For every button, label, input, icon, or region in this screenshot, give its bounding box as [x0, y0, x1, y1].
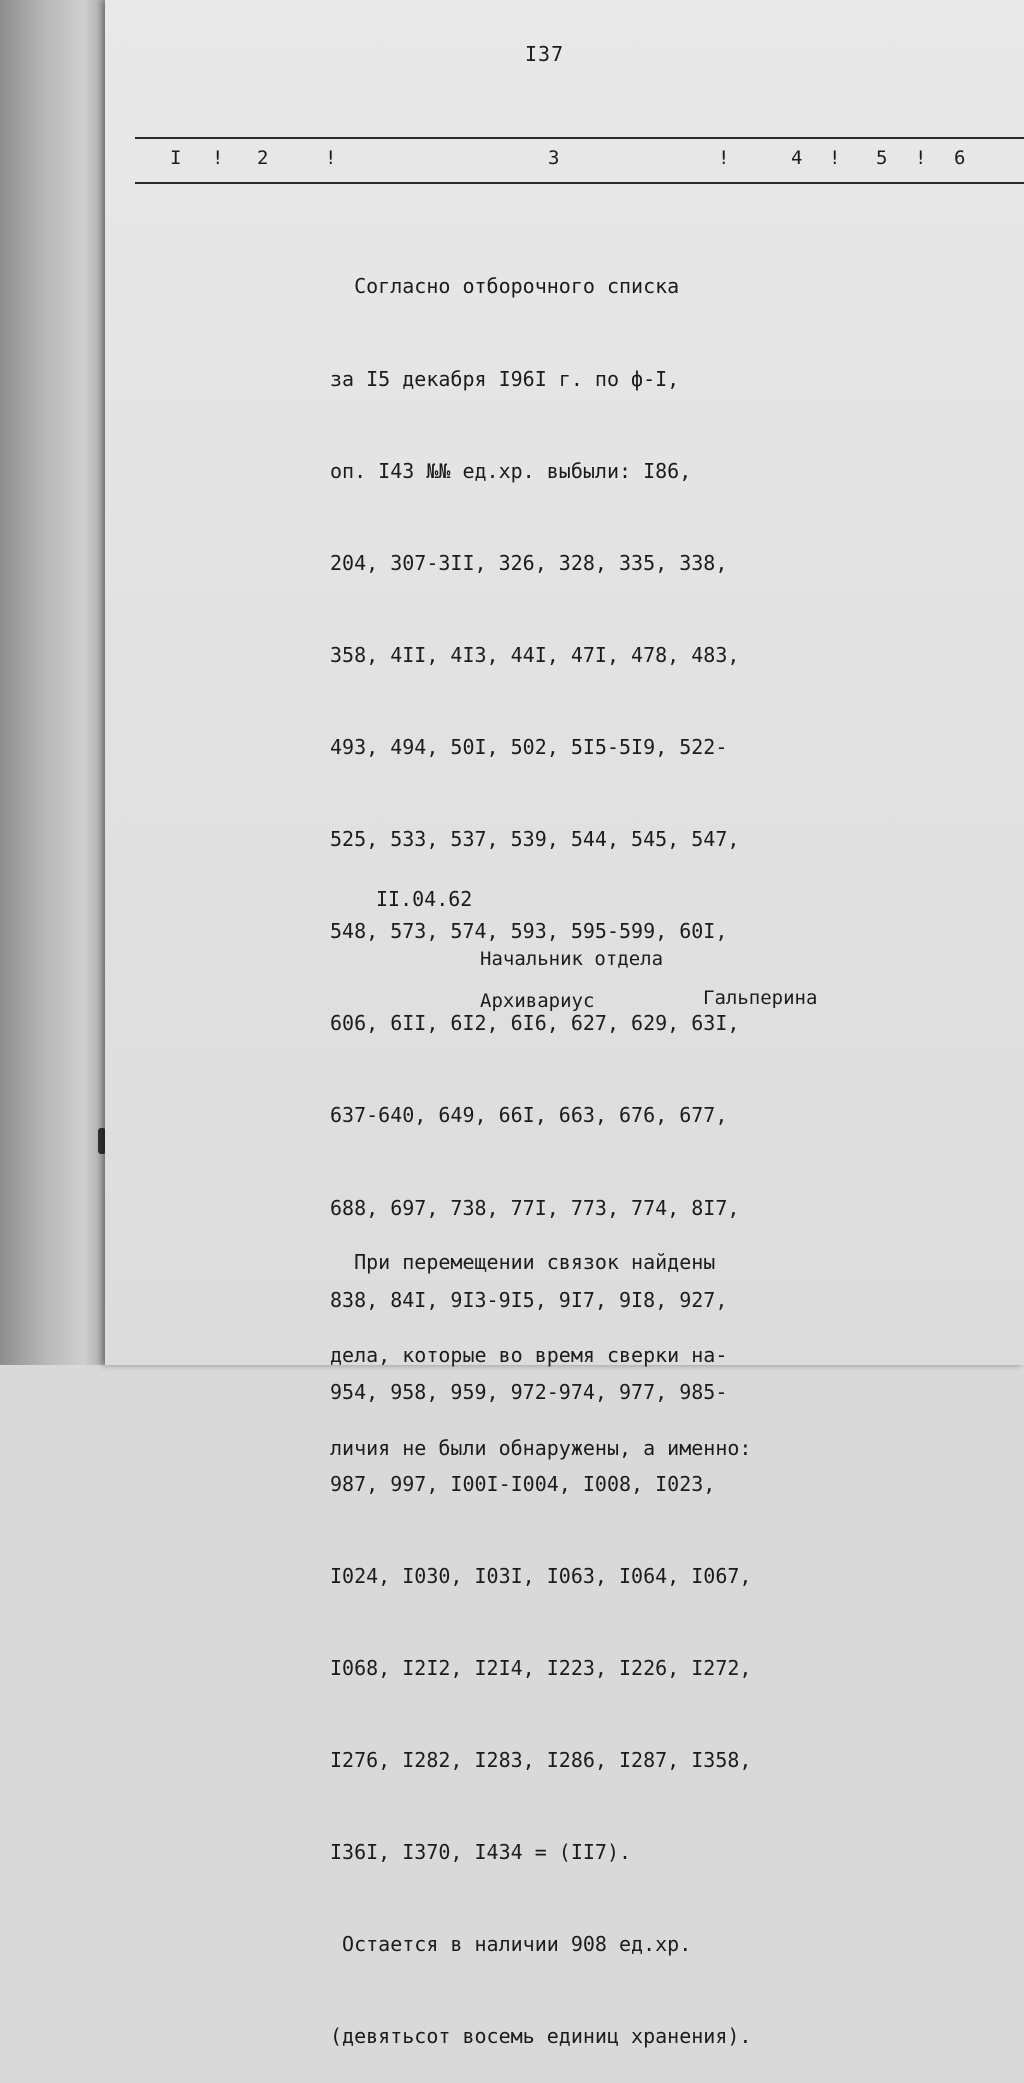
header-separator: !	[325, 147, 337, 169]
header-col-4: 4	[791, 147, 803, 169]
body-line: 606, 6II, 6I2, 6I6, 627, 629, 63I,	[330, 1011, 740, 1036]
body-line: I068, I2I2, I2I4, I223, I226, I272,	[330, 1656, 752, 1681]
body-line: I36I, I370, I434 = (II7).	[330, 1840, 632, 1865]
record-body	[330, 210, 751, 2083]
header-separator: !	[829, 147, 841, 169]
header-col-6: 6	[954, 147, 966, 169]
body-line: 204, 307-3II, 326, 328, 335, 338,	[330, 550, 728, 575]
archivist-name: Гальперина	[703, 987, 818, 1009]
body-line: оп. I43 №№ ед.хр. выбыли: I86,	[330, 458, 692, 483]
body-line: Остается в наличии 908 ед.хр.	[330, 1932, 692, 1957]
table-header-top-rule	[135, 137, 1024, 139]
body-line: Согласно отборочного списка	[330, 274, 680, 299]
body-line: 548, 573, 574, 593, 595-599, 60I,	[330, 919, 728, 944]
body-line: 987, 997, I00I-I004, I008, I023,	[330, 1471, 716, 1496]
document-date: II.04.62	[376, 887, 473, 911]
found-files-note	[330, 1185, 751, 1495]
body-line: I276, I282, I283, I286, I287, I358,	[330, 1748, 752, 1773]
body-line: 954, 958, 959, 972-974, 977, 985-	[330, 1379, 728, 1404]
page-number: I37	[525, 42, 565, 66]
header-separator: !	[212, 147, 224, 169]
header-col-5: 5	[876, 147, 888, 169]
header-separator: !	[915, 147, 927, 169]
note-line: дела, которые во время сверки на-	[330, 1343, 728, 1367]
header-separator: !	[718, 147, 730, 169]
header-col-2: 2	[257, 147, 269, 169]
body-line: 637-640, 649, 66I, 663, 676, 677,	[330, 1103, 728, 1128]
body-line: 493, 494, 50I, 502, 5I5-5I9, 522-	[330, 734, 728, 759]
body-line: 358, 4II, 4I3, 44I, 47I, 478, 483,	[330, 642, 740, 667]
binder-edge	[0, 0, 105, 1365]
archivist-title: Архивариус	[480, 990, 595, 1012]
header-col-3: 3	[548, 147, 560, 169]
body-line: (девятьсот восемь единиц хранения).	[330, 2024, 752, 2049]
note-line: При перемещении связок найдены	[330, 1250, 716, 1274]
body-line: за I5 декабря I96I г. по ф-I,	[330, 366, 680, 391]
header-col-1: I	[170, 147, 182, 169]
body-line: 838, 84I, 9I3-9I5, 9I7, 9I8, 927,	[330, 1287, 728, 1312]
head-of-department-title: Начальник отдела	[480, 948, 664, 970]
body-line: I024, I030, I03I, I063, I064, I067,	[330, 1563, 752, 1588]
note-line: личия не были обнаружены, а именно:	[330, 1436, 752, 1460]
body-line: 688, 697, 738, 77I, 773, 774, 8I7,	[330, 1195, 740, 1220]
table-header-bottom-rule	[135, 182, 1024, 184]
body-line: 525, 533, 537, 539, 544, 545, 547,	[330, 827, 740, 852]
